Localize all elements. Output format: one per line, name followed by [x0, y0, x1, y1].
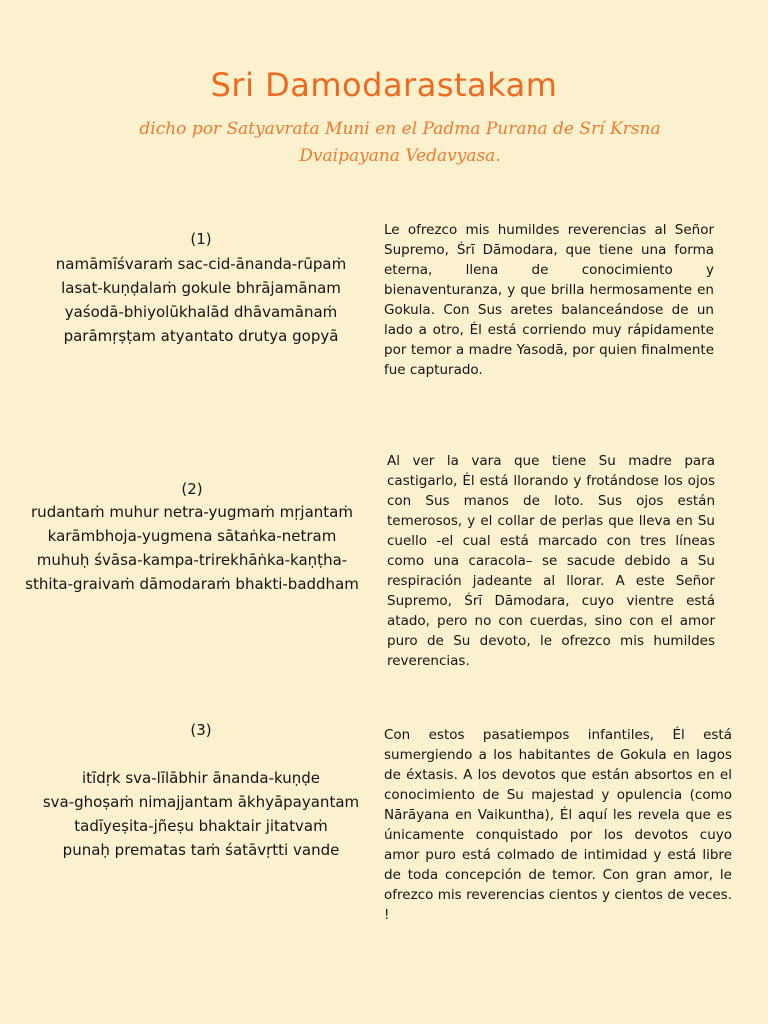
verse-number-2: (2) [181, 480, 203, 498]
translation-3: Con estos pasatiempos infantiles, Él está sumergiendo a los habitantes de Gokula en lagos de éxtasis. A los devotos que están absortos en el conocimiento de Su majestad y opulencia (como Nārāyana en Vaikuntha), Él aquí les revela que es únicamente conquistado por los devotos cuyo amor puro está colmado de intimidad y está libre de toda concepción de temor. Con gran amor, le ofrezco mis reverencias cientos y cientos de veces. ! [384, 727, 732, 923]
verse-line: sva-ghoṣaṁ nimajjantam ākhyāpayantam [42, 793, 360, 811]
verse-text-1 [10, 252, 392, 348]
verse-text-2 [0, 500, 384, 596]
verse-line: punaḥ prematas taṁ śatāvṛtti vande [62, 841, 340, 859]
verse-line: namāmīśvaraṁ sac-cid-ānanda-rūpaṁ [55, 255, 347, 273]
verse-line: muhuḥ śvāsa-kampa-trirekhāṅka-kaṇṭha- [36, 551, 348, 569]
verse-line: tadīyeṣita-jñeṣu bhaktair jitatvaṁ [74, 817, 328, 835]
verse-line: sthita-graivaṁ dāmodaraṁ bhakti-baddham [25, 575, 359, 593]
verse-number-1: (1) [190, 230, 212, 248]
verse-number-3: (3) [190, 721, 212, 739]
verse-line: parāmṛṣṭam atyantato drutya gopyā [63, 327, 339, 345]
translation-1: Le ofrezco mis humildes reverencias al Señor Supremo, Śrī Dāmodara, que tiene una forma eterna, llena de conocimiento y bienaventuranza, y que brilla hermosamente en Gokula. Con Sus aretes balanceándose de un lado a otro, Él está corriendo muy rápidamente por temor a madre Yasodā, por quien finalmente fue capturado. [384, 222, 714, 378]
verse-line: rudantaṁ muhur netra-yugmaṁ mṛjantaṁ [31, 503, 353, 521]
verse-line: karāmbhoja-yugmena sātaṅka-netram [47, 527, 337, 545]
verse-line: lasat-kuṇḍalaṁ gokule bhrājamānam [61, 279, 341, 297]
translation-2: Al ver la vara que tiene Su madre para castigarlo, Él está llorando y frotándose los ojos con Sus manos de loto. Sus ojos están temerosos, y el collar de perlas que lleva en Su cuello -el cual está marcado con tres líneas como una caracola– se sacude debido a Su respiración jadeante al llorar. A este Señor Supremo, Śrī Dāmodara, cuyo vientre está atado, pero no con cuerdas, sino con el amor puro de Su devoto, le ofrezco mis humildes reverencias. [387, 453, 715, 669]
page-subtitle: dicho por Satyavrata Muni en el Padma Purana de Srí Krsna Dvaipayana Vedavyasa. [139, 119, 661, 166]
verse-line: yaśodā-bhiyolūkhalād dhāvamānaṁ [64, 303, 338, 321]
verse-text-3 [20, 766, 382, 862]
page-title: Sri Damodarastakam [210, 66, 558, 104]
verse-line: itīdṛk sva-līlābhir ānanda-kuṇḍe [82, 769, 320, 787]
